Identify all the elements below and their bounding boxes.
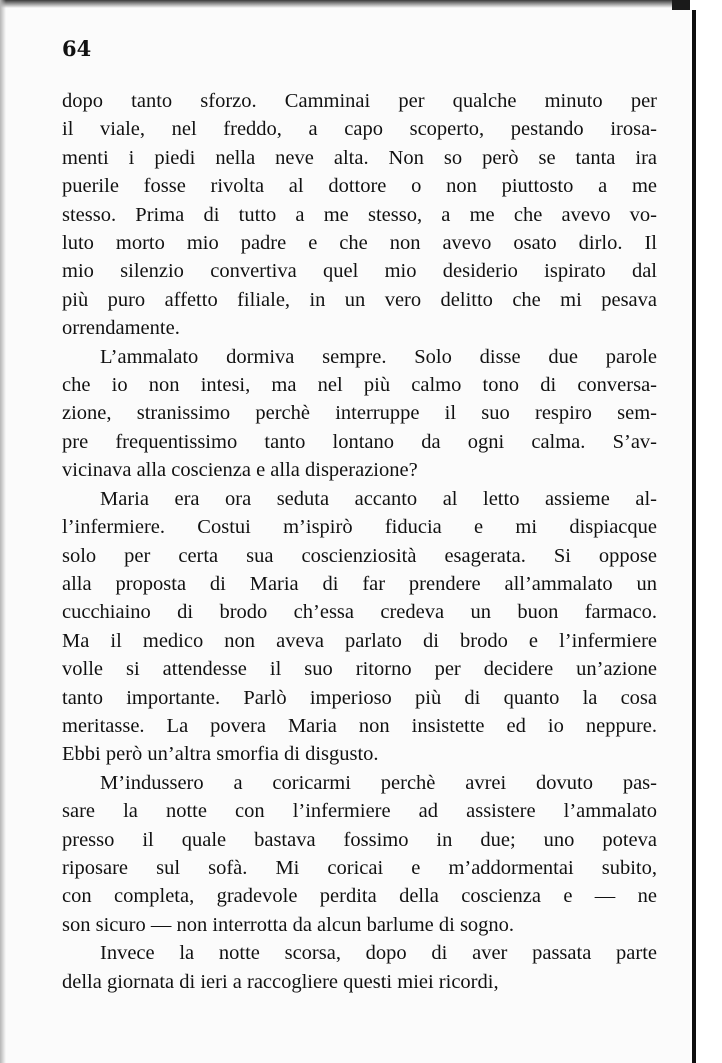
text-line: meritasse. La povera Maria non insistette ed io neppure. xyxy=(62,714,657,737)
text-line: della giornata di ieri a raccogliere questi miei ricordi, xyxy=(62,970,499,993)
page-number: 64 xyxy=(62,36,92,61)
text-line: presso il quale bastava fossimo in due; uno poteva xyxy=(62,828,657,851)
text-line: Maria era ora seduta accanto al letto assieme al- xyxy=(100,487,657,510)
text-line: zione, stranissimo perchè interruppe il suo respiro sem- xyxy=(62,402,657,425)
text-line: l’infermiere. Costui m’ispirò fiducia e mi dispiacque xyxy=(62,516,657,539)
text-line: Ebbi però un’altra smorfia di disgusto. xyxy=(62,743,379,766)
text-line: menti i piedi nella neve alta. Non so però se tanta ira xyxy=(62,146,657,169)
text-line: con completa, gradevole perdita della coscienza e — ne xyxy=(62,885,657,908)
text-line: il viale, nel freddo, a capo scoperto, pestando irosa- xyxy=(62,118,657,141)
scan-right-edge-line xyxy=(692,10,696,1063)
text-line: son sicuro — non interrotta da alcun barlume di sogno. xyxy=(62,913,515,936)
text-line: mio silenzio convertiva quel mio desiderio ispirato dal xyxy=(62,260,657,283)
paragraph xyxy=(62,939,657,996)
text-line: più puro affetto filiale, in un vero delitto che mi pesava xyxy=(62,288,657,311)
text-line: stesso. Prima di tutto a me stesso, a me che avevo vo- xyxy=(62,203,657,226)
body-text xyxy=(62,87,657,996)
text-line: alla proposta di Maria di far prendere all’ammalato un xyxy=(62,572,657,595)
text-line: dopo tanto sforzo. Camminai per qualche minuto per xyxy=(62,90,657,112)
paragraph xyxy=(62,87,657,343)
text-line: puerile fosse rivolta al dottore o non piuttosto a me xyxy=(62,175,657,198)
text-line: M’indussero a coricarmi perchè avrei dovuto pas- xyxy=(100,771,657,794)
text-line: riposare sul sofà. Mi coricai e m’addormentai subito, xyxy=(62,856,657,879)
text-line: sare la notte con l’infermiere ad assistere l’ammalato xyxy=(62,800,657,823)
text-line: che io non intesi, ma nel più calmo tono di conversa- xyxy=(62,374,657,397)
text-line: vicinava alla coscienza e alla disperazione? xyxy=(62,459,418,482)
text-line: orrendamente. xyxy=(62,317,180,340)
paragraph xyxy=(62,769,657,939)
scan-left-edge xyxy=(0,0,6,1063)
text-line: solo per certa sua coscienziosità esagerata. Si oppose xyxy=(62,544,657,567)
text-line: pre frequentissimo tanto lontano da ogni calma. S’av- xyxy=(62,430,657,453)
text-line: luto morto mio padre e che non avevo osato dirlo. Il xyxy=(62,232,657,255)
paragraph xyxy=(62,485,657,769)
text-line: volle si attendesse il suo ritorno per decidere un’azione xyxy=(62,658,657,681)
paragraph xyxy=(62,343,657,485)
text-line: Invece la notte scorsa, dopo di aver passata parte xyxy=(100,942,657,965)
scan-top-shadow xyxy=(0,0,722,8)
text-line: tanto importante. Parlò imperioso più di quanto la cosa xyxy=(62,686,657,709)
text-line: L’ammalato dormiva sempre. Solo disse due parole xyxy=(100,345,657,368)
text-line: Ma il medico non aveva parlato di brodo e l’infermiere xyxy=(62,629,657,652)
text-line: cucchiaino di brodo ch’essa credeva un buon farmaco. xyxy=(62,601,657,624)
